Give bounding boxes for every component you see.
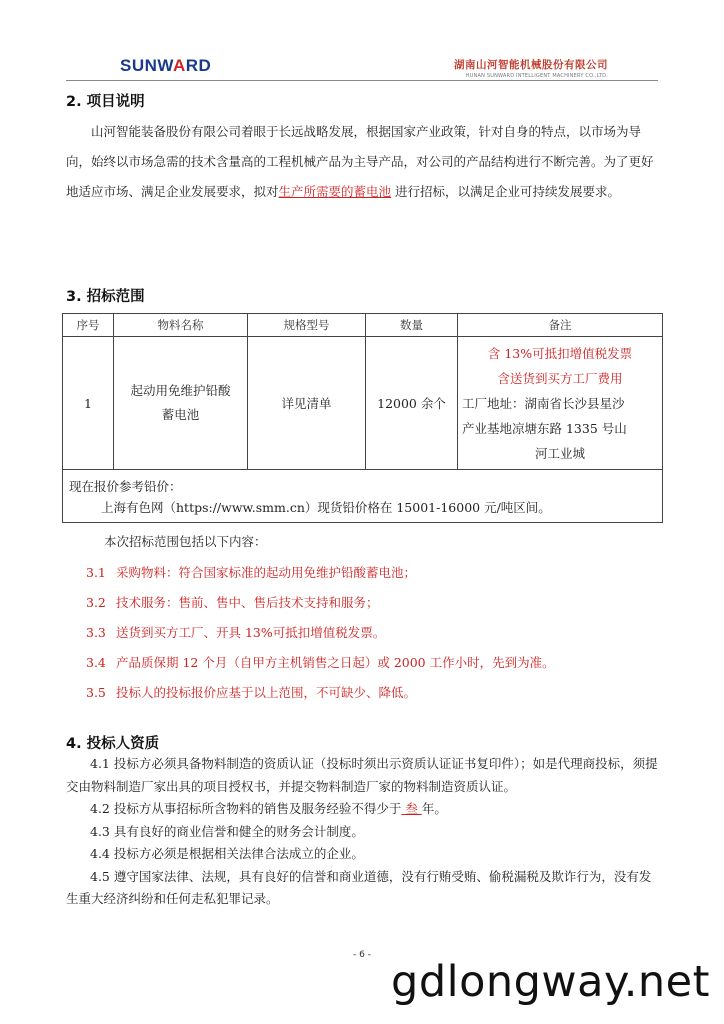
col-header-name: 物料名称 bbox=[114, 314, 248, 337]
section-2-paragraph: 山河智能装备股份有限公司着眼于长远战略发展，根据国家产业政策，针对自身的特点，以市场为导向，始终以市场急需的技术含量高的工程机械产品为主导产品，对公司的产品结构进行不断完善。为了更好地适应市场、满足企业发展要求，拟对生产所需要的蓄电池 进行招标，以满足企业可持续发展要求。 bbox=[66, 124, 654, 199]
cell-name: 起动用免维护铅酸 蓄电池 bbox=[114, 337, 248, 470]
cell-spec: 详见清单 bbox=[248, 337, 366, 470]
qualification-4-3: 4.3 具有良好的商业信誉和健全的财务会计制度。 bbox=[90, 823, 364, 839]
list-item: 3.1 采购物料：符合国家标准的起动用免维护铅酸蓄电池； bbox=[86, 565, 417, 580]
qualification-4-4: 4.4 投标方必须是根据相关法律合法成立的企业。 bbox=[90, 846, 364, 861]
price-reference-row bbox=[63, 470, 663, 523]
header-divider bbox=[66, 80, 658, 81]
company-name-cn: 湖南山河智能机械股份有限公司 bbox=[454, 59, 608, 71]
list-item: 3.4 产品质保期 12 个月（自甲方主机销售之日起）或 2000 工作小时，先到为准。 bbox=[86, 655, 555, 670]
section-3-title: 3. 招标范围 bbox=[66, 289, 145, 305]
table-header-row bbox=[63, 314, 663, 337]
qualification-4-1: 4.1 投标方必须具备物料制造的资质认证（投标时须出示资质认证证书复印件）；如是代理商投标，须提交由物料制造厂家出具的项目授权书，并提交物料制造厂家的物料制造资质认证。 bbox=[66, 756, 658, 794]
section-4-title: 4. 投标人资质 bbox=[66, 736, 160, 752]
price-reference-cell bbox=[63, 470, 663, 523]
col-header-qty: 数量 bbox=[366, 314, 458, 337]
company-name-en: HUNAN SUNWARD INTELLIGENT MACHINERY CO.,LTD. bbox=[465, 73, 608, 79]
section-4-body bbox=[66, 753, 658, 911]
list-item: 3.3 送货到买方工厂、开具 13%可抵扣增值税发票。 bbox=[86, 625, 386, 640]
cell-qty: 12000 余个 bbox=[366, 337, 458, 470]
price-reference-text: 上海有色网（https://www.smm.cn）现货铅价格在 15001-16000 元/吨区间。 bbox=[101, 500, 551, 515]
col-header-no: 序号 bbox=[63, 314, 114, 337]
scope-intro: 本次招标范围包括以下内容： bbox=[104, 534, 267, 549]
list-item: 3.2 技术服务：售前、售中、售后技术支持和服务； bbox=[86, 595, 379, 610]
watermark: gdlongway.net bbox=[391, 957, 710, 1007]
qualification-4-5: 4.5 遵守国家法律、法规，具有良好的信誉和商业道德，没有行贿受贿、偷税漏税及欺诈行为，没有发生重大经济纠纷和任何走私犯罪记录。 bbox=[66, 868, 652, 906]
col-header-spec: 规格型号 bbox=[248, 314, 366, 337]
highlighted-item: 生产所需要的蓄电池 bbox=[278, 184, 392, 199]
cell-remark: 含 13%可抵扣增值税发票 含送货到买方工厂费用 工厂地址：湖南省长沙县星沙 产业基地凉塘东路 1335 号山 河工业城 bbox=[458, 337, 663, 470]
table-row bbox=[63, 337, 663, 470]
price-reference-title: 现在报价参考铅价： bbox=[69, 479, 182, 494]
list-item: 3.5 投标人的投标报价应基于以上范围，不可缺少、降低。 bbox=[86, 685, 417, 700]
scope-item-list bbox=[86, 558, 555, 708]
col-header-remark: 备注 bbox=[458, 314, 663, 337]
qualification-4-2: 4.2 投标方从事招标所含物料的销售及服务经验不得少于 叁 年。 bbox=[90, 801, 447, 816]
bid-scope-table bbox=[62, 313, 663, 523]
page-number: - 6 - bbox=[353, 950, 371, 960]
sunward-logo: SUNWARD bbox=[120, 56, 212, 75]
section-2-title: 2. 项目说明 bbox=[66, 94, 145, 110]
company-name bbox=[454, 57, 608, 79]
years-highlight: 叁 bbox=[401, 801, 422, 816]
cell-no: 1 bbox=[63, 337, 114, 470]
